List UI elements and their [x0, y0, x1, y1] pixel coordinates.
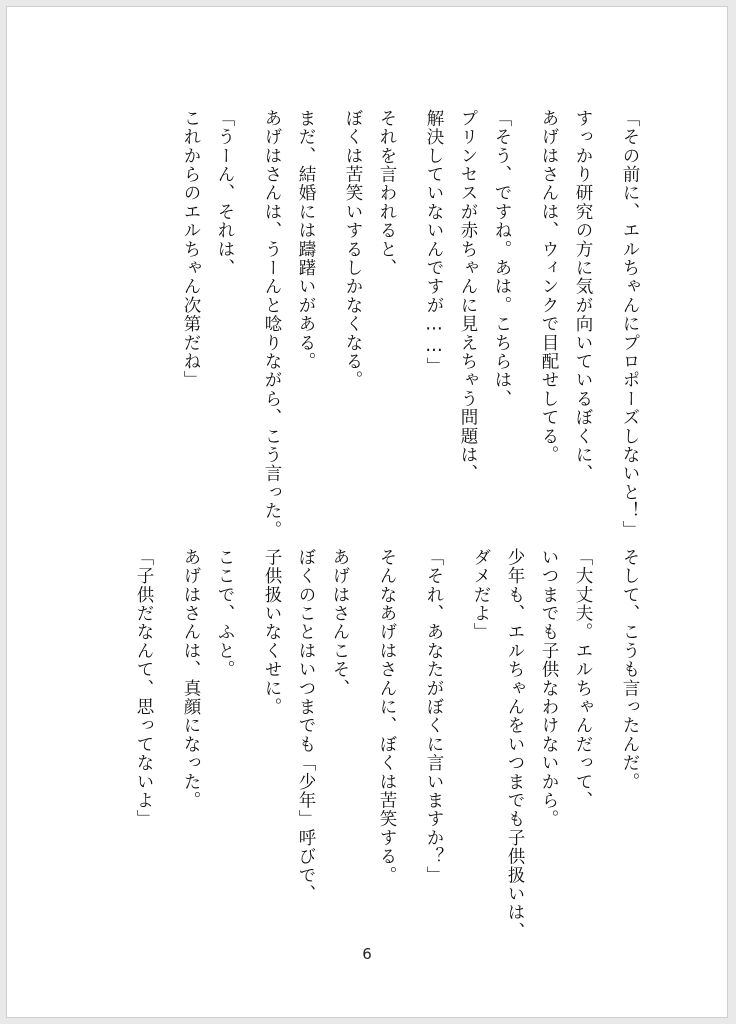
text-line: 「大丈夫。エルちゃんだって、: [573, 548, 593, 810]
book-page: [6, 6, 728, 1018]
text-line: あげはさんは、真顔になった。: [181, 548, 201, 810]
text-line: 「子供だなんて、思ってないよ」: [134, 548, 154, 829]
text-line: ぼくは苦笑いするしかなくなる。: [343, 109, 363, 390]
text-line: ここで、ふと。: [215, 548, 235, 679]
text-line: そんなあげはさんに、ぼくは苦笑する。: [377, 548, 397, 885]
text-line: 「その前に、エルちゃんにプロポーズしないと！」: [620, 109, 640, 540]
text-line: すっかり研究の方に気が向いているぼくに、: [573, 109, 593, 483]
text-line: 「それ、あなたがぼくに言いますか？」: [424, 548, 444, 885]
text-line: 子供扱いなくせに。: [262, 548, 282, 717]
text-line: あげはさんは、ウィンクで目配せしてる。: [539, 109, 559, 465]
text-line: それを言われると、: [377, 109, 397, 278]
text-line: 「うーん、それは、: [215, 109, 235, 278]
text-line: ダメだよ」: [471, 548, 491, 642]
text-line: あげはさんこそ、: [330, 548, 350, 698]
text-line: いつまでも子供なわけないから。: [539, 548, 559, 829]
text-line: 「そう、ですね。あは。こちらは、: [492, 109, 512, 409]
text-line: ぼくのことはいつまでも「少年」呼びで、: [296, 548, 316, 904]
upper-text-block: [174, 109, 647, 540]
page-number: 6: [362, 945, 372, 963]
text-line: これからのエルちゃん次第だね」: [181, 109, 201, 390]
text-line: あげはさんは、うーんと唸りながら、こう言った。: [262, 109, 282, 540]
lower-text-block: [127, 548, 647, 968]
text-line: 解決していないんですが……」: [424, 109, 444, 376]
text-line: そして、こうも言ったんだ。: [620, 548, 640, 792]
text-line: 少年も、エルちゃんをいつまでも子供扱いは、: [505, 548, 525, 941]
text-line: プリンセスが赤ちゃんに見えちゃう問題は、: [458, 109, 478, 483]
text-line: まだ、結婚には躊躇いがある。: [296, 109, 316, 371]
